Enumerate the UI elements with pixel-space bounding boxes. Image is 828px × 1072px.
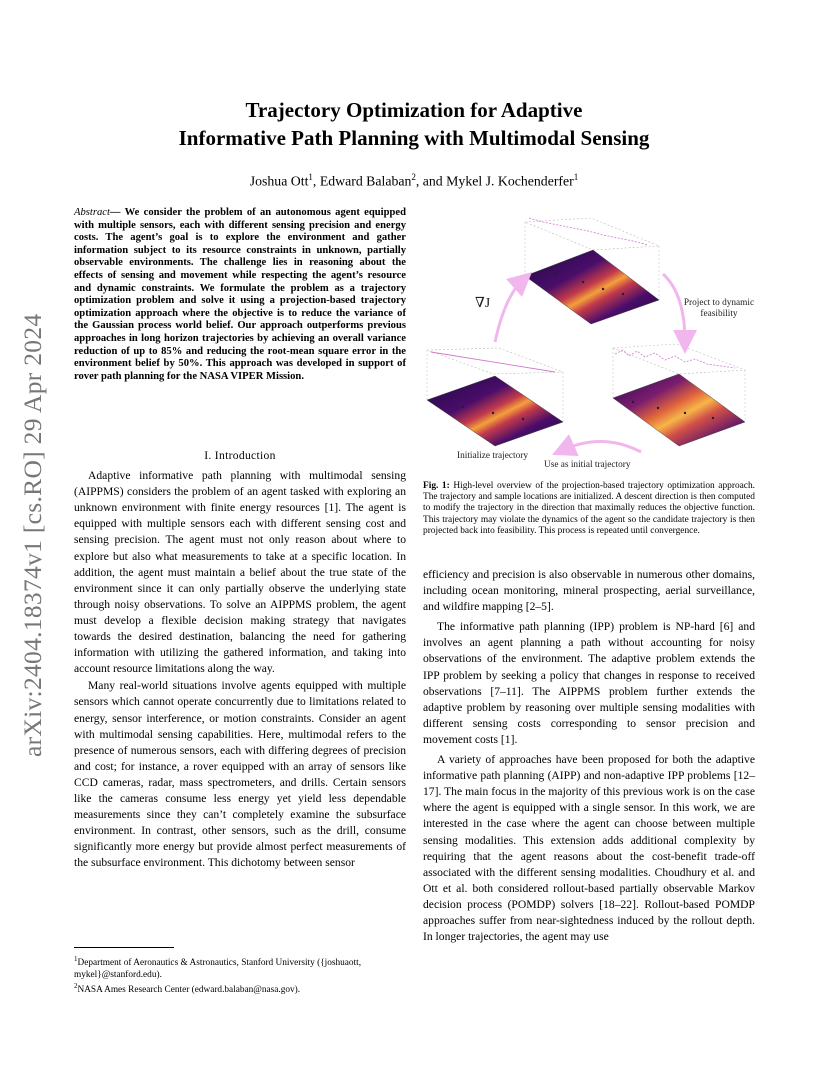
gradient-label: ∇J bbox=[475, 296, 491, 311]
footnotes bbox=[74, 954, 406, 997]
right-column bbox=[423, 567, 755, 945]
project-label-line-2: feasibility bbox=[700, 309, 738, 319]
author-sep-2: , and bbox=[415, 173, 447, 189]
arxiv-id: arXiv:2404.18374v1 [cs.RO] 29 Apr 2024 bbox=[18, 313, 47, 757]
use-label: Use as initial trajectory bbox=[544, 460, 631, 470]
figure-1 bbox=[423, 210, 763, 472]
footnote-2-text: NASA Ames Research Center (edward.balaban@nasa.gov). bbox=[77, 985, 301, 996]
author-list bbox=[0, 172, 828, 190]
right-paragraph-3: A variety of approaches have been proposed for both the adaptive informative path planning (AIPP) and non-adaptive IPP problems [12–17]. The main focus in the majority of this previous work is on the case where the agent is equipped with a single sensor. In this work, we are interested in the case where the agent can choose between multiple sensing modalities. This extension adds additional complexity by requiring that the agent reasons about the cost-benefit trade-off associated with the different sensing modalities. Choudhury et al. and Ott et al. both considered rollout-based partially observable Markov decision process (POMDP) solvers [18–22]. Rollout-based POMDP approaches suffer from near-sightedness induced by the rollout depth. In longer trajectories, the agent may use bbox=[423, 753, 755, 944]
intro-paragraph-2: Many real-world situations involve agents equipped with multiple sensors which cannot operate concurrently due to limitations related to energy, sensor interference, or motion constraints. Consider an agent with multimodal sensing capabilities. Here, multimodal refers to the presence of numerous sensors, each with differing degrees of precision and cost; for instance, a rover equipped with an array of sensors like CCD cameras, radar, mass spectrometers, and drills. Certain sensors like the cameras consume less energy yet yield less dependable measurements since they can’t completely examine the subsurface environment. In contrast, other sensors, such as the drill, consume significantly more energy but provide almost perfect measurements of the subsurface environment. This dichotomy between sensor bbox=[74, 679, 406, 870]
figure-1-illustration bbox=[423, 210, 763, 472]
gradient-arrow bbox=[495, 280, 523, 342]
title-line-2: Informative Path Planning with Multimodal Sensing bbox=[178, 126, 650, 150]
left-column bbox=[74, 448, 406, 871]
init-label: Initialize trajectory bbox=[457, 451, 528, 461]
abstract-text: — We consider the problem of an autonomous agent equipped with multiple sensors, each with different sensing precision and energy costs. The agent’s goal is to explore the environment and gather information subject to its resource constraints in unknown, partially observable environments. The challenge lies in reasoning about the effects of sensing and movement while respecting the agent’s resource and dynamic constraints. We formulate the problem as a trajectory optimization problem and solve it using a projection-based trajectory optimization approach where the objective is to reduce the variance of the Gaussian process world belief. Our approach outperforms previous approaches in long horizon trajectories by achieving an overall variance reduction of up to 85% and reducing the root-mean square error in the environment belief by 50%. This approach was developed in support of rover path planning for the NASA VIPER Mission. bbox=[74, 207, 406, 382]
author-3-affil: 1 bbox=[573, 172, 579, 182]
footnote-2-mark: 2 bbox=[74, 982, 78, 991]
right-panel bbox=[613, 344, 745, 446]
right-paragraph-1: efficiency and precision is also observable in numerous other domains, including ocean monitoring, mineral prospecting, aerial surveillance, and wildfire mapping [2–5]. bbox=[423, 568, 755, 614]
author-2: Edward Balaban bbox=[319, 173, 412, 189]
caption-text: High-level overview of the projection-based trajectory optimization approach. The trajectory and sample locations are initialized. A descent direction is then computed to modify the trajectory in the direction that maximally reduces the objective function. This trajectory may violate the dynamics of the agent so the candidate trajectory is then projected back into feasibility. This process is repeated until convergence. bbox=[423, 481, 755, 536]
footnote-1-mark: 1 bbox=[74, 955, 78, 963]
author-2-affil: 2 bbox=[411, 172, 416, 182]
paper-title bbox=[0, 96, 828, 152]
footnote-rule bbox=[74, 947, 174, 948]
right-paragraph-2: The informative path planning (IPP) problem is NP-hard [6] and involves an agent planning a path without accounting for noisy observations of the environment. The adaptive problem extends the IPP problem by seeking a policy that changes in response to received observations [7–11]. The AIPPMS problem further extends the adaptive problem by reasoning over multiple sensing modalities with different sensing costs corresponding to sensor precision and movement costs [1]. bbox=[423, 620, 755, 746]
section-heading: I. Introduction bbox=[204, 449, 276, 462]
footnote-1-text: Department of Aeronautics & Astronautics, Stanford University ({joshuaott, mykel}@stanford.edu). bbox=[74, 958, 362, 980]
author-3: Mykel J. Kochenderfer bbox=[446, 173, 574, 189]
intro-paragraph-1: Adaptive informative path planning with multimodal sensing (AIPPMS) considers the problem of an agent tasked with exploring an unknown environment with finite energy resources [1]. The agent is equipped with multiple sensors each with different sensing cost and sensing precision. The agent must not only reason about where to explore but also what measurements to take at a specific location. In addition, the agent must maintain a belief about the true state of the environment since it can only partially observe the underlying state through noisy observations. To solve an AIPPMS problem, the agent must develop a flexible decision making strategy that navigates towards the desired destination, balancing the need for gathering information with utilizing the gathered information, and taking into account resource limitations along the way. bbox=[74, 469, 406, 676]
left-panel bbox=[427, 348, 563, 446]
footnote-2 bbox=[74, 981, 406, 997]
author-1-affil: 1 bbox=[308, 172, 313, 182]
top-panel bbox=[525, 218, 659, 324]
title-line-1: Trajectory Optimization for Adaptive bbox=[245, 98, 583, 122]
abstract bbox=[74, 207, 406, 383]
author-1: Joshua Ott bbox=[249, 173, 309, 189]
caption-label: Fig. 1: bbox=[423, 481, 450, 491]
abstract-label: Abstract bbox=[74, 207, 110, 218]
footnote-1 bbox=[74, 954, 406, 981]
project-label bbox=[679, 298, 759, 320]
figure-caption bbox=[423, 481, 755, 537]
reuse-arrow bbox=[563, 441, 641, 452]
project-label-line-1: Project to dynamic bbox=[683, 298, 755, 308]
author-sep-1: , bbox=[312, 173, 320, 189]
